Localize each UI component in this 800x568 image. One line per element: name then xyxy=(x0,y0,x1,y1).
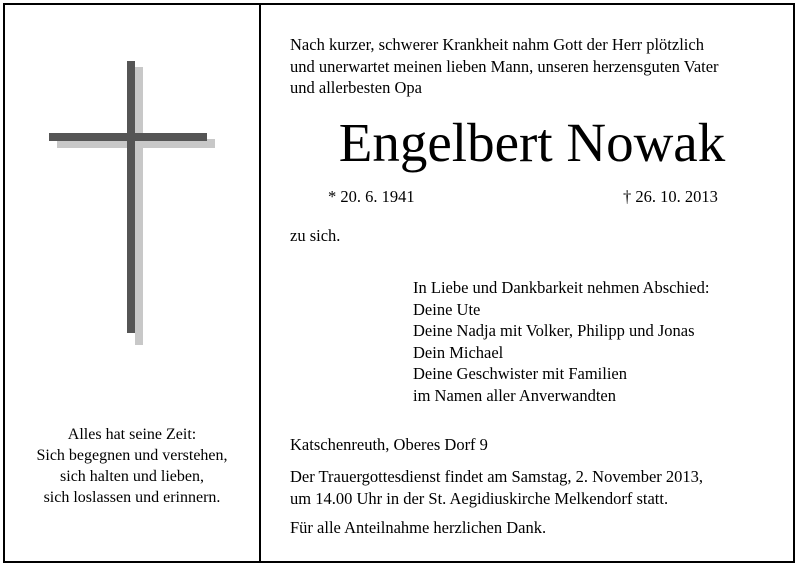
intro-text xyxy=(290,34,719,99)
mourner-item: im Namen aller Anverwandten xyxy=(413,385,616,405)
service-line: um 14.00 Uhr in der St. Aegidiuskirche Melkendorf statt. xyxy=(290,488,669,508)
intro-line: Nach kurzer, schwerer Krankheit nahm Gott der Herr plötzlich xyxy=(290,35,704,54)
verse-line: Sich begegnen und verstehen, xyxy=(36,447,228,464)
service-line: Der Trauergottesdienst findet am Samstag, 2. November 2013, xyxy=(290,467,704,486)
verse-line: sich loslassen und erinnern. xyxy=(43,489,221,506)
address: Katschenreuth, Oberes Dorf 9 xyxy=(290,435,488,454)
mourners-list xyxy=(413,277,709,406)
cross-shadow-vertical xyxy=(135,67,143,345)
obituary-notice xyxy=(3,3,795,563)
mourner-item: Dein Michael xyxy=(413,342,504,362)
mourner-item: Deine Ute xyxy=(413,299,481,319)
right-panel xyxy=(261,5,793,561)
cross-icon xyxy=(45,55,225,355)
cross-horizontal-beam xyxy=(49,133,207,141)
cross-vertical-beam xyxy=(127,61,135,333)
service-info xyxy=(290,466,703,509)
verse-line: sich halten und lieben, xyxy=(60,468,204,485)
intro-line: und unerwartet meinen lieben Mann, unseren herzensguten Vater xyxy=(290,56,719,76)
left-panel xyxy=(5,5,259,561)
deceased-name: Engelbert Nowak xyxy=(338,112,726,173)
mourner-item: Deine Nadja mit Volker, Philipp und Jonas xyxy=(413,321,695,340)
verse xyxy=(5,424,259,508)
closing-phrase: zu sich. xyxy=(290,226,341,245)
death-date: † 26. 10. 2013 xyxy=(623,187,718,206)
birth-date: * 20. 6. 1941 xyxy=(328,187,415,206)
thanks-line: Für alle Anteilnahme herzlichen Dank. xyxy=(290,518,547,537)
verse-line: Alles hat seine Zeit: xyxy=(67,426,197,443)
intro-line: und allerbesten Opa xyxy=(290,78,422,97)
mourner-item: Deine Geschwister mit Familien xyxy=(413,364,627,383)
mourners-heading: In Liebe und Dankbarkeit nehmen Abschied: xyxy=(413,278,710,297)
